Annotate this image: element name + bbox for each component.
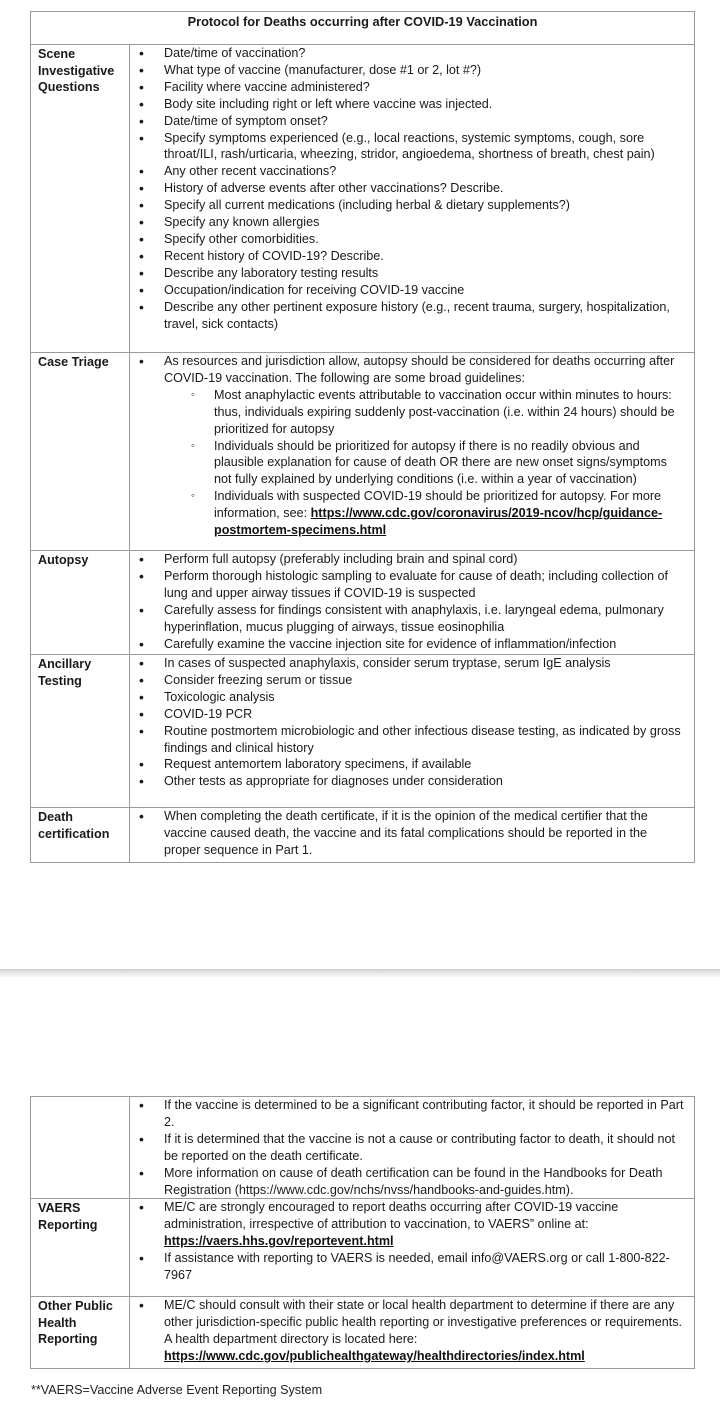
list-item: • Toxicologic analysis	[130, 689, 694, 706]
sub-list	[164, 387, 686, 539]
list-item: • If the vaccine is determined to be a significant contributing factor, it should be reported in Part 2.	[130, 1097, 694, 1131]
bullet-list	[130, 655, 694, 790]
row-content	[130, 1297, 695, 1369]
bullet-list	[130, 1199, 694, 1284]
row-label: Ancillary Testing	[31, 655, 130, 808]
bullet-list	[130, 551, 694, 652]
list-item: • History of adverse events after other vaccinations? Describe.	[130, 180, 694, 197]
list-item: • Routine postmortem microbiologic and other infectious disease testing, as indicated by gross findings and clinical history	[130, 723, 694, 757]
list-item: • Specify any known allergies	[130, 214, 694, 231]
sub-list-item	[164, 488, 686, 539]
list-item	[130, 353, 694, 539]
table-row-vaers-reporting	[31, 1199, 695, 1297]
list-item: • Specify other comorbidities.	[130, 231, 694, 248]
table-row-autopsy	[31, 551, 695, 655]
cdc-postmortem-guidance-link[interactable]: https://www.cdc.gov/coronavirus/2019-ncov/hcp/guidance-postmortem-specimens.html	[214, 506, 663, 538]
footnote: **VAERS=Vaccine Adverse Event Reporting System	[31, 1383, 323, 1397]
row-content	[130, 45, 695, 353]
list-item: • Consider freezing serum or tissue	[130, 672, 694, 689]
list-item: • Facility where vaccine administered?	[130, 79, 694, 96]
row-content	[130, 1199, 695, 1297]
list-item: • If it is determined that the vaccine is not a cause or contributing factor to death, it should not be reported on the death certificate.	[130, 1131, 694, 1165]
row-label: Death certification	[31, 808, 130, 863]
list-item: • More information on cause of death certification can be found in the Handbooks for Death Registration (https://www.cdc.gov/nchs/nvss/handbooks-and-guides.htm).	[130, 1165, 694, 1199]
list-item: • If assistance with reporting to VAERS is needed, email info@VAERS.org or call 1-800-822-7967	[130, 1250, 694, 1284]
list-item	[130, 1199, 694, 1250]
list-item: • Specify all current medications (including herbal & dietary supplements?)	[130, 197, 694, 214]
row-label: Scene Investigative Questions	[31, 45, 130, 353]
list-item-text: ME/C are strongly encouraged to report deaths occurring after COVID-19 vaccine administration, irrespective of attribution to vaccination, to VAERS” online at:	[164, 1200, 619, 1232]
table-row-ancillary-testing	[31, 655, 695, 808]
row-label: Other Public Health Reporting	[31, 1297, 130, 1369]
list-item: • Carefully examine the vaccine injection site for evidence of inflammation/infection	[130, 636, 694, 653]
vaers-report-link[interactable]: https://vaers.hhs.gov/reportevent.html	[164, 1234, 394, 1249]
row-content	[130, 353, 695, 551]
list-item: • Describe any other pertinent exposure history (e.g., recent trauma, surgery, hospitalization, travel, sick contacts)	[130, 299, 694, 333]
list-item: • Request antemortem laboratory specimens, if available	[130, 756, 694, 773]
list-item: • COVID-19 PCR	[130, 706, 694, 723]
list-item: • Perform thorough histologic sampling to evaluate for cause of death; including collection of lung and upper airway tissues if COVID-19 is suspected	[130, 568, 694, 602]
row-label	[31, 1097, 130, 1199]
list-item: • In cases of suspected anaphylaxis, consider serum tryptase, serum IgE analysis	[130, 655, 694, 672]
protocol-table	[30, 11, 695, 863]
list-item: • Date/time of symptom onset?	[130, 113, 694, 130]
health-directory-link[interactable]: https://www.cdc.gov/publichealthgateway/healthdirectories/index.html	[164, 1349, 585, 1364]
list-item: • What type of vaccine (manufacturer, dose #1 or 2, lot #?)	[130, 62, 694, 79]
list-item-text: As resources and jurisdiction allow, autopsy should be considered for deaths occurring after COVID-19 vaccination. The following are some broad guidelines:	[164, 354, 675, 385]
list-item: • Recent history of COVID-19? Describe.	[130, 248, 694, 265]
protocol-table-continued	[30, 1096, 695, 1369]
table-row-other-public-health-reporting	[31, 1297, 695, 1369]
row-content	[130, 1097, 695, 1199]
list-item: • Any other recent vaccinations?	[130, 163, 694, 180]
list-item: • Occupation/indication for receiving COVID-19 vaccine	[130, 282, 694, 299]
sub-list-item: ◦ Individuals should be prioritized for autopsy if there is no readily obvious and plausible explanation for cause of death OR there are new onset signs/symptoms not fully explained by underlying conditions (i.e. within a year of vaccination)	[164, 438, 686, 489]
table-row-death-certification	[31, 808, 695, 863]
bullet-list	[130, 353, 694, 539]
table-title-row	[31, 12, 695, 45]
list-item: • Body site including right or left where vaccine was injected.	[130, 96, 694, 113]
list-item: • Perform full autopsy (preferably including brain and spinal cord)	[130, 551, 694, 568]
row-label: Autopsy	[31, 551, 130, 655]
list-item: • Other tests as appropriate for diagnoses under consideration	[130, 773, 694, 790]
list-item: • Carefully assess for findings consistent with anaphylaxis, i.e. laryngeal edema, pulmonary hyperinflation, mucus plugging of airways, tissue eosinophilia	[130, 602, 694, 636]
list-item: • Specify symptoms experienced (e.g., local reactions, systemic symptoms, cough, sore throat/ILI, rash/urticaria, wheezing, stridor, angioedema, shortness of breath, chest pain)	[130, 130, 694, 164]
row-content	[130, 655, 695, 808]
table-title: Protocol for Deaths occurring after COVID-19 Vaccination	[31, 12, 695, 45]
sub-list-item: ◦ Most anaphylactic events attributable to vaccination occur within minutes to hours: thus, individuals expiring suddenly post-vaccination (i.e. within 24 hours) should be prioritized for autopsy	[164, 387, 686, 438]
list-item: • Date/time of vaccination?	[130, 45, 694, 62]
row-label: VAERS Reporting	[31, 1199, 130, 1297]
bullet-list	[130, 808, 694, 859]
list-item	[130, 1297, 694, 1365]
table-row-death-certification-continued	[31, 1097, 695, 1199]
bullet-list	[130, 1297, 694, 1365]
list-item: • When completing the death certificate, if it is the opinion of the medical certifier that the vaccine caused death, the vaccine and its fatal complications should be reported in the proper sequence in Part 1.	[130, 808, 694, 859]
row-content	[130, 808, 695, 863]
table-row-case-triage	[31, 353, 695, 551]
bullet-list	[130, 45, 694, 332]
row-label: Case Triage	[31, 353, 130, 551]
bullet-list	[130, 1097, 694, 1198]
list-item-text: ME/C should consult with their state or local health department to determine if there are any other jurisdiction-specific public health reporting or investigative preferences or requirements. A health department directory is located here:	[164, 1298, 682, 1347]
sub-list-item-text: Individuals with suspected COVID-19 should be prioritized for autopsy. For more information, see:	[214, 489, 662, 521]
list-item: • Describe any laboratory testing results	[130, 265, 694, 282]
table-row-scene-investigative-questions	[31, 45, 695, 353]
row-content	[130, 551, 695, 655]
